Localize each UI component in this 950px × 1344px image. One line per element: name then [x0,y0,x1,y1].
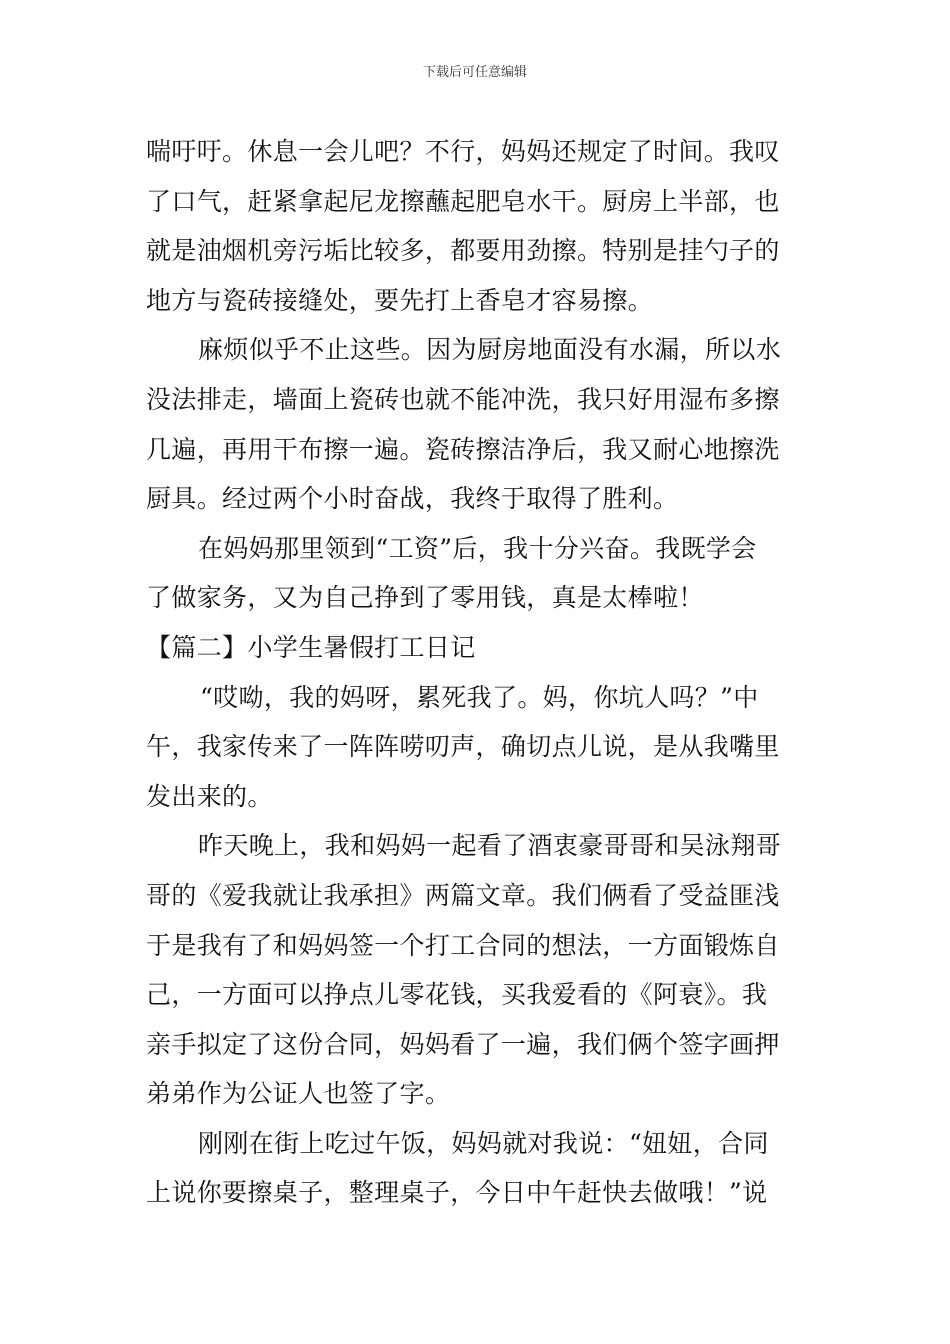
paragraph-start-line: 在妈妈那里领到“工资”后，我十分兴奋。我既学会 [198,533,757,563]
text-line: 发出来的。 [146,781,273,811]
paragraph-start-line: 麻烦似乎不止这些。因为厨房地面没有水漏，所以水 [198,335,782,365]
text-line: 哥的《爱我就让我承担》两篇文章。我们俩看了受益匪浅 [146,880,780,910]
text-line: 厨具。经过两个小时奋战，我终于取得了胜利。 [146,484,679,514]
text-line: 于是我有了和妈妈签一个打工合同的想法，一方面锻炼自 [146,930,780,960]
text-line: 就是油烟机旁污垢比较多，都要用劲擦。特别是挂勺子的 [146,236,780,266]
text-line: 己，一方面可以挣点儿零花钱，买我爱看的《阿衰》。我 [146,980,768,1010]
text-line: 喘吁吁。休息一会儿吧？不行，妈妈还规定了时间。我叹 [146,137,780,166]
text-line: 了口气，赶紧拿起尼龙擦蘸起肥皂水干。厨房上半部，也 [146,186,780,216]
text-line: 上说你要擦桌子，整理桌子，今日中午赶快去做哦！”说 [146,1178,768,1208]
text-line: 弟弟作为公证人也签了字。 [146,1079,451,1109]
text-line: 午，我家传来了一阵阵唠叨声，确切点儿说，是从我嘴里 [146,732,780,762]
paragraph-start-line: 刚刚在街上吃过午饭，妈妈就对我说：“妞妞，合同 [198,1128,769,1158]
text-line: 亲手拟定了这份合同，妈妈看了一遍，我们俩个签字画押 [146,1029,780,1059]
text-line: 没法排走，墙面上瓷砖也就不能冲洗，我只好用湿布多擦 [146,384,780,414]
paragraph-start-line: “哎呦，我的妈呀，累死我了。妈，你坑人吗？”中 [200,682,759,712]
section-heading: 【篇二】小学生暑假打工日记 [146,632,476,662]
text-line: 了做家务，又为自己挣到了零用钱，真是太棒啦！ [146,583,704,613]
text-line: 几遍，再用干布擦一遍。瓷砖擦洁净后，我又耐心地擦洗 [146,434,780,464]
paragraph-start-line: 昨天晚上，我和妈妈一起看了酒衷豪哥哥和吴泳翔哥 [198,831,782,861]
page-header: 下载后可任意编辑 [422,65,527,80]
text-line: 地方与瓷砖接缝处，要先打上香皂才容易擦。 [146,285,654,315]
document-body [146,127,806,1218]
